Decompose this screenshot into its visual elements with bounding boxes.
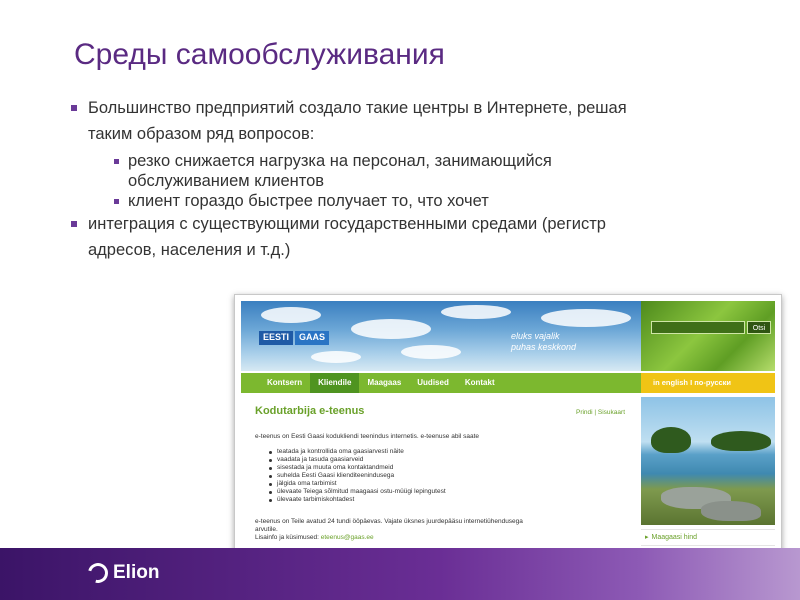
list-item: sisestada ja muuta oma kontaktandmeid [269,464,635,472]
site-header-sky [241,301,641,371]
eesti-gaas-logo[interactable]: EESTI GAAS [259,331,329,345]
slide-title: Среды самообслуживания [74,38,445,71]
site-tagline: eluks vajalik puhas keskkond [511,331,577,352]
elion-logo [88,562,159,584]
nav-item-kontakt[interactable]: Kontakt [464,378,495,387]
elion-logo-icon [84,559,111,586]
sub-bullet-item [70,191,770,211]
language-switch[interactable]: in english I по-русски [641,373,775,393]
sub-bullet-text: резко снижается нагрузка на персонал, занимающийся [128,152,552,170]
search-input[interactable] [651,321,745,334]
eesti-gaas-site [241,301,775,569]
list-item: teatada ja kontrollida oma gaasiarvesti näite [269,448,635,456]
content-footer: e-teenus on Teile avatud 24 tundi ööpäevas. Vajate üksnes juurdepääsu internetiühendusega arvutile. Lisainfo ja küsimused: eteenus@gaas.ee [255,518,523,541]
bullet-list [70,95,770,263]
bullet-item [70,211,770,263]
sub-bullet-marker-icon [114,199,119,204]
list-item: ülevaate Teiega sõlmitud maagaasi ostu-müügi lepingutest [269,488,635,496]
arrow-right-icon: ▸ [645,534,649,541]
elion-logo-text: Elion [113,562,160,583]
service-list [269,448,635,504]
sub-bullet-marker-icon [114,159,119,164]
search-button[interactable]: Otsi [747,321,771,334]
list-item: suhelda Eesti Gaasi klienditeenindusega [269,472,635,480]
sub-bullet-item [70,151,770,191]
bullet-text-continued: адресов, населения и т.д.) [88,241,291,259]
list-item: ülevaate tarbimiskohtadest [269,496,635,504]
print-sitemap-links[interactable]: Prindi | Sisukaart [575,409,625,416]
list-item: vaadata ja tasuda gaasiarveid [269,456,635,464]
sub-bullet-text: клиент гораздо быстрее получает то, что хочет [128,192,489,210]
site-nav [241,373,641,393]
site-content [255,405,635,542]
bullet-marker-icon [71,221,77,227]
nav-item-maagaas[interactable]: Maagaas [367,378,402,387]
bullet-text: Большинство предприятий создало такие центры в Интернете, решая [88,99,627,117]
header-leaf-image [641,301,775,371]
bullet-marker-icon [71,105,77,111]
content-title: Kodutarbija e-teenus [255,405,365,417]
list-item: jälgida oma tarbimist [269,480,635,488]
side-link-gas-price[interactable]: ▸ Maagaasi hind [641,529,775,545]
bullet-text-continued: таким образом ряд вопросов: [88,125,315,143]
bullet-text: интеграция с существующими государственными средами (регистр [88,215,606,233]
website-screenshot [234,294,782,576]
sub-bullet-text-continued: обслуживанием клиентов [128,172,325,190]
footer-band [0,548,800,600]
nav-item-uudised[interactable]: Uudised [417,378,449,387]
content-intro: e-teenus on Eesti Gaasi kodukliendi teenindus internetis. e-teenuse abil saate [255,433,480,440]
nav-item-kliendile[interactable]: Kliendile [310,373,359,393]
nav-item-kontsern[interactable]: Kontsern [267,378,303,387]
email-link[interactable]: eteenus@gaas.ee [320,534,374,541]
bullet-item [70,95,770,147]
lake-photo [641,397,775,525]
